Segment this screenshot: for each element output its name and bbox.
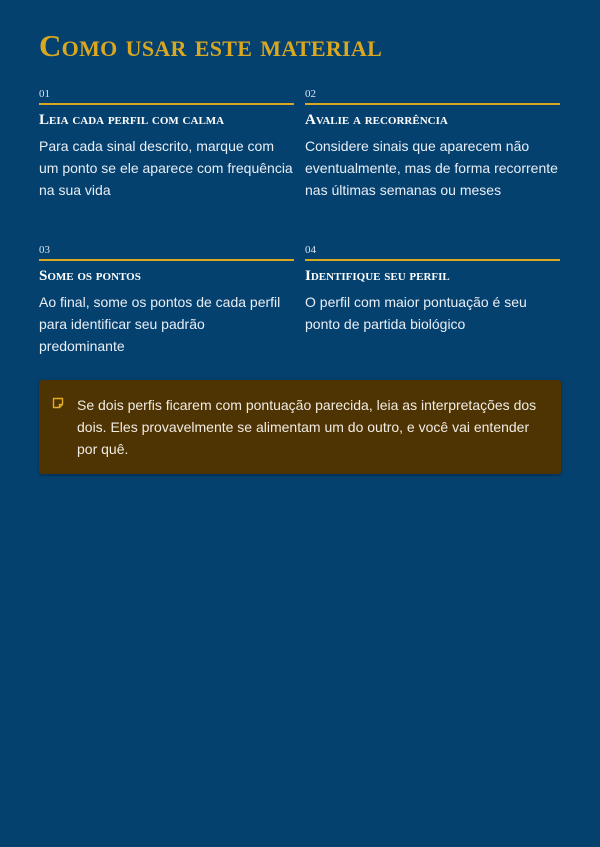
step-number: 04 [305,244,316,256]
step-heading: Some os pontos [39,268,141,284]
step-description: Considere sinais que aparecem não eventualmente, mas de forma recorrente nas últimas semanas ou meses [305,138,558,198]
step-3 [39,243,294,357]
step-divider [305,103,560,105]
tip-text: Se dois perfis ficarem com pontuação parecida, leia as interpretações dos dois. Eles provavelmente se alimentam um do outro, e você vai entender por quê. [77,397,537,457]
step-divider [39,259,294,261]
sticky-note-icon [52,397,64,409]
page-title: Como usar este material [39,28,383,63]
tip-callout [39,380,561,474]
step-number: 02 [305,88,316,100]
step-description: O perfil com maior pontuação é seu ponto de partida biológico [305,294,527,332]
step-description: Ao final, some os pontos de cada perfil para identificar seu padrão predominante [39,294,281,354]
step-2 [305,87,560,201]
step-number: 01 [39,88,50,100]
step-1 [39,87,294,201]
step-heading: Leia cada perfil com calma [39,112,225,128]
step-description: Para cada sinal descrito, marque com um ponto se ele aparece com frequência na sua vida [39,138,293,198]
step-4 [305,243,560,335]
step-divider [305,259,560,261]
step-heading: Avalie a recorrência [305,112,448,128]
step-heading: Identifique seu perfil [305,268,450,284]
step-number: 03 [39,244,50,256]
step-divider [39,103,294,105]
